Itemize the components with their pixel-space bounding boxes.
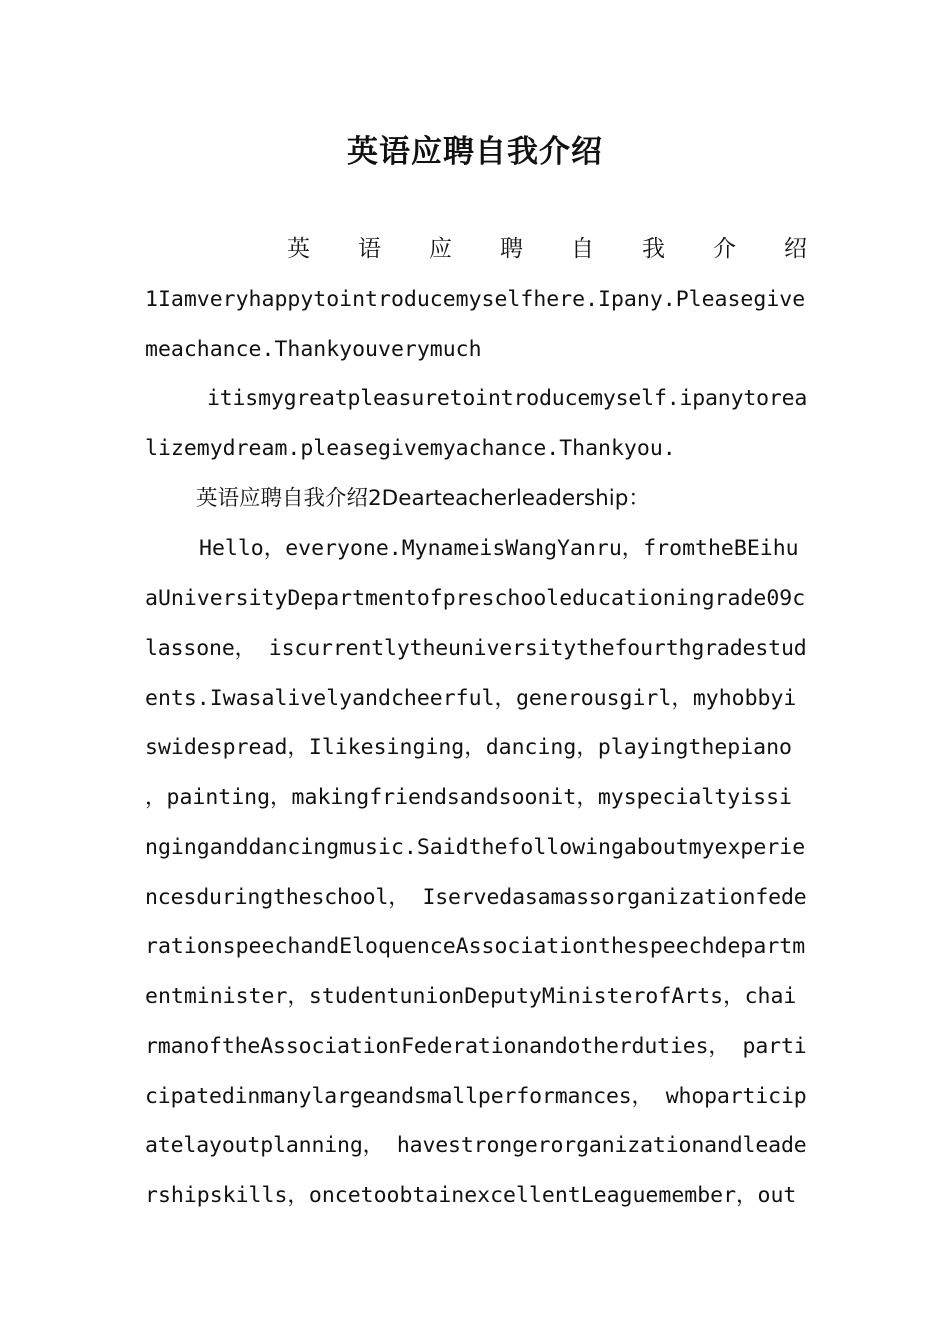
document-title: 英语应聘自我介绍 [347,134,603,170]
text-line: ，painting，makingfriendsandsoonit，myspecialtyissi [145,785,792,810]
text-line: rmanoftheAssociationFederationandotherduties， parti [145,1034,807,1059]
text-line: atelayoutplanning， havestrongerorganizationandleade [145,1133,807,1158]
text-line: lassone， iscurrentlytheuniversitythefourthgradestud [145,636,807,661]
spread-char: 语 [358,236,381,262]
text-line: meachance.Thankyouverymuch [145,337,482,362]
spread-char: 我 [642,236,665,262]
spread-char: 应 [429,236,452,262]
spread-char: 聘 [500,236,523,262]
spread-heading [287,234,807,264]
text-line: entminister，studentunionDeputyMinisterofArts，chai [145,984,797,1009]
text-line: Hello，everyone.MynameisWangYanru，fromtheBEihu [199,536,799,561]
text-line: nginganddancingmusic.Saidthefollowingaboutmyexperie [145,835,806,860]
text-line: itismygreatpleasuretointroducemyself.ipanytorea [207,386,807,411]
spread-char: 介 [713,236,736,262]
text-line: ents.Iwasalivelyandcheerful，generousgirl，myhobbyi [145,686,797,711]
text-line: ncesduringtheschool， Iservedasamassorganizationfede [145,885,807,910]
section-heading-line: 英语应聘自我介绍2Dearteacherleadership： [196,486,650,511]
spread-char: 绍 [784,236,807,262]
text-line: lizemydream.pleasegivemyachance.Thankyou. [145,436,676,461]
text-line: aUniversityDepartmentofpreschooleducationingrade09c [145,586,806,611]
text-line: rshipskills，oncetoobtainexcellentLeaguemember，out [145,1183,797,1208]
spread-char: 自 [571,236,594,262]
text-line: swidespread，Ilikesinging，dancing，playingthepiano [145,735,792,760]
spread-char: 英 [287,236,310,262]
text-line: cipatedinmanylargeandsmallperformances， whoparticip [145,1084,807,1109]
text-line: 1Iamveryhappytointroducemyselfhere.Ipany.Pleasegive [145,287,806,312]
text-line: rationspeechandEloquenceAssociationthespeechdepartm [145,934,806,959]
